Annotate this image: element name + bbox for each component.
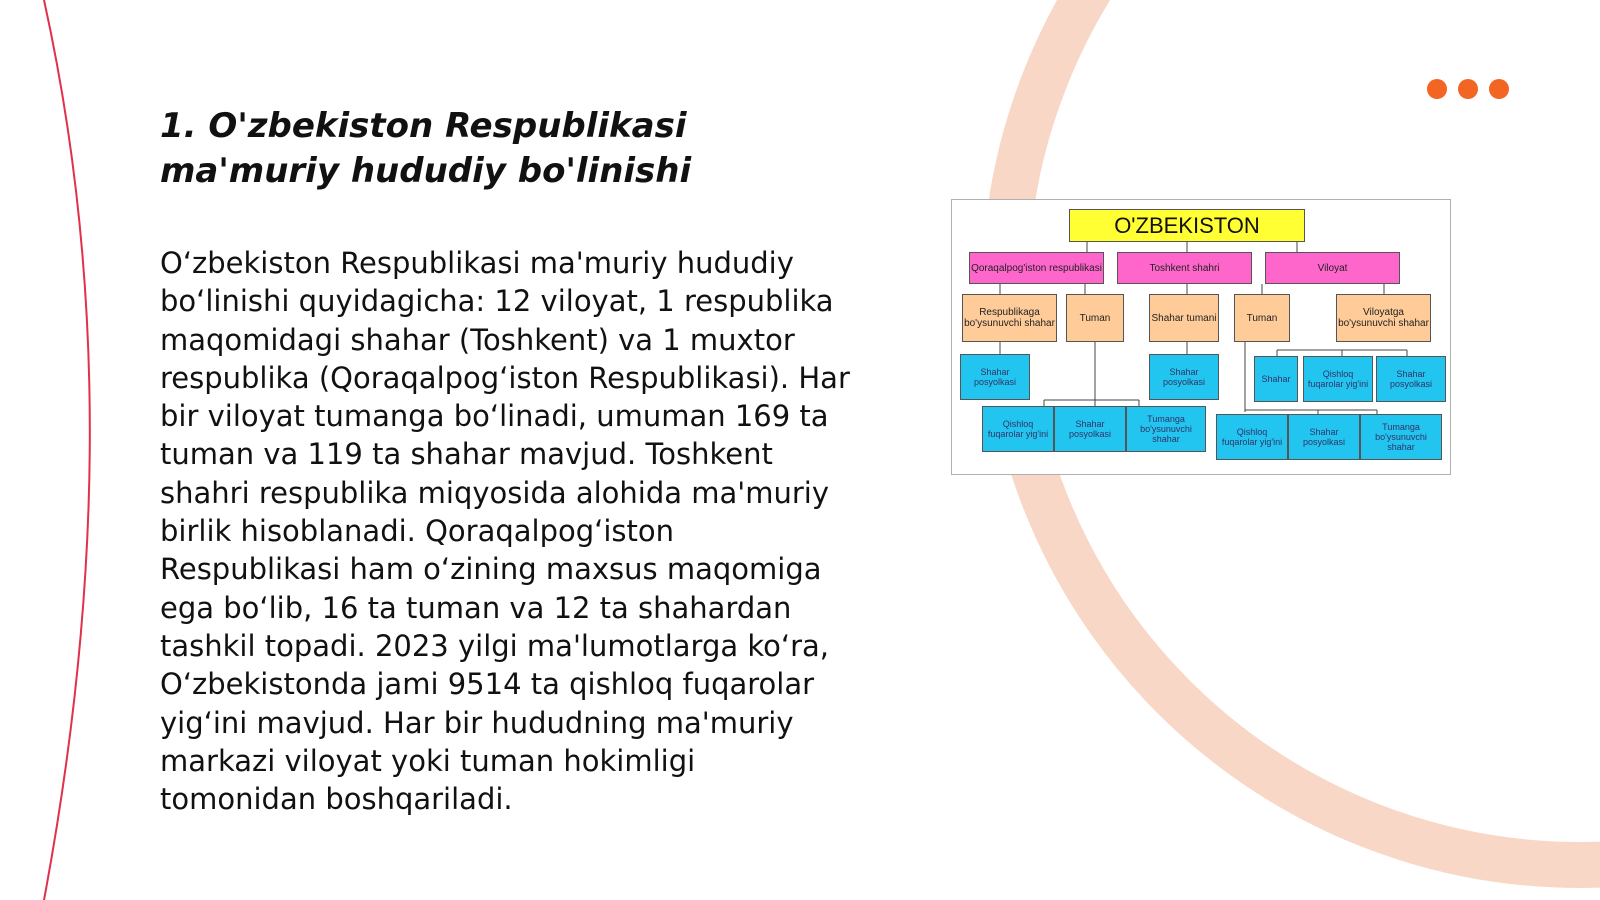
- diagram-level2-box: Tuman: [1066, 294, 1124, 342]
- hierarchy-diagram: [951, 199, 1451, 475]
- diagram-level3-box: Shahar posyolkasi: [1376, 356, 1446, 402]
- diagram-level3-box: Qishloq fuqarolar yig'ini: [1303, 356, 1373, 402]
- diagram-level1-box: Viloyat: [1265, 252, 1400, 284]
- diagram-level2-box: Shahar tumani: [1149, 294, 1219, 342]
- menu-dots: [1427, 79, 1509, 99]
- left-edge-curve: [44, 0, 90, 900]
- diagram-level4-box: Tumanga bo'ysunuvchi shahar: [1126, 406, 1206, 452]
- slide-title: 1. O'zbekiston Respublikasi ma'muriy hududiy bo'linishi: [160, 106, 692, 191]
- slide-body-text: O‘zbekiston Respublikasi ma'muriy hududiy bo‘linishi quyidagicha: 12 viloyat, 1 respublika maqomidagi shahar (Toshkent) va 1 muxtor respublika (Qoraqalpog‘iston Respublikasi). Har bir viloyat tumanga bo‘linadi, umuman 169 ta tuman va 119 ta shahar mavjud. Toshkent shahri respublika miqyosida alohida ma'muriy birlik hisoblanadi. Qoraqalpog‘iston Respublikasi ham o‘zining maxsus maqomiga ega bo‘lib, 16 ta tuman va 12 ta shahardan tashkil topadi. 2023 yilgi ma'lumotlarga ko‘ra, O‘zbekistonda jami 9514 ta qishloq fuqarolar yig‘ini mavjud. Har bir hududning ma'muriy markazi viloyat yoki tuman hokimligi tomonidan boshqariladi.: [160, 246, 850, 817]
- diagram-level1-box: Qoraqalpog'iston respublikasi: [969, 252, 1104, 284]
- diagram-level3-box: Shahar: [1254, 356, 1298, 402]
- diagram-level2-box: Viloyatga bo'ysunuvchi shahar: [1336, 294, 1431, 342]
- diagram-level2-box: Respublikaga bo'ysunuvchi shahar: [962, 294, 1057, 342]
- diagram-level4-box: Shahar posyolkasi: [1288, 414, 1360, 460]
- dot-icon: [1458, 79, 1478, 99]
- diagram-level4-box: Shahar posyolkasi: [1054, 406, 1126, 452]
- diagram-level3-box: Shahar posyolkasi: [960, 354, 1030, 400]
- diagram-level3-box: Shahar posyolkasi: [1149, 354, 1219, 400]
- diagram-root-box: O'ZBEKISTON: [1069, 209, 1305, 242]
- diagram-level4-box: Tumanga bo'ysunuvchi shahar: [1360, 414, 1442, 460]
- diagram-level2-box: Tuman: [1234, 294, 1290, 342]
- diagram-level4-box: Qishloq fuqarolar yig'ini: [1216, 414, 1288, 460]
- diagram-level1-box: Toshkent shahri: [1117, 252, 1252, 284]
- dot-icon: [1489, 79, 1509, 99]
- diagram-level4-box: Qishloq fuqarolar yig'ini: [982, 406, 1054, 452]
- dot-icon: [1427, 79, 1447, 99]
